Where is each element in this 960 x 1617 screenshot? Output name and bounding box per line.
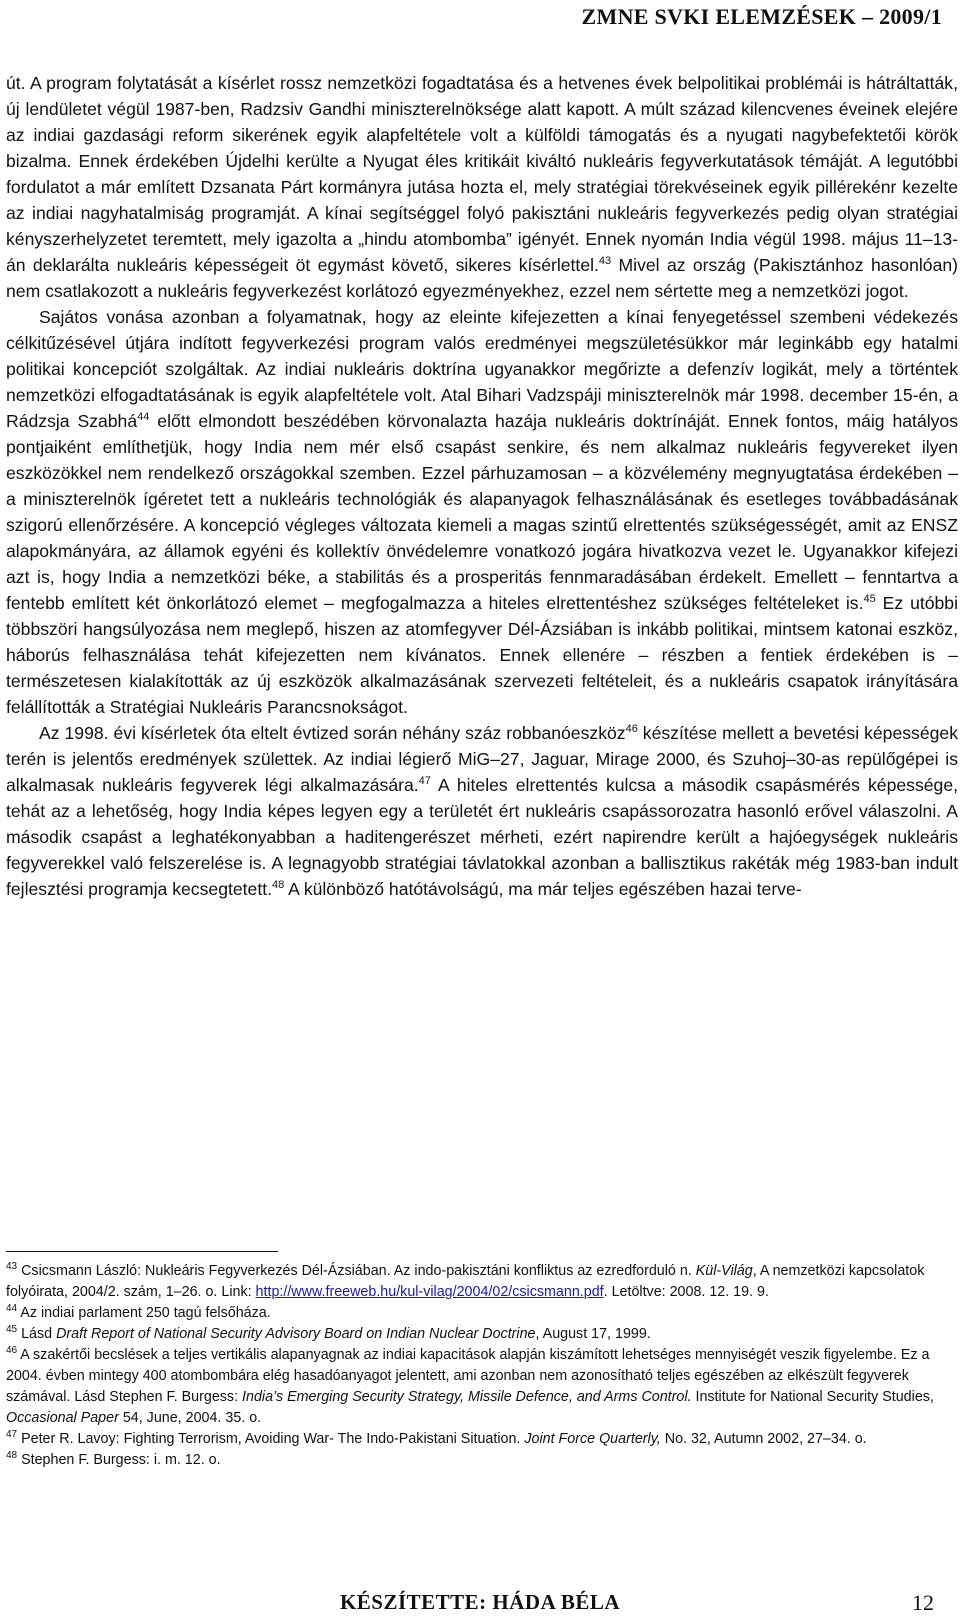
footnote-48 [6, 1450, 954, 1471]
footnote-text: No. 32, Autumn 2002, 27–34. o. [660, 1431, 867, 1447]
footnote-ref-47[interactable]: 47 [418, 775, 431, 787]
footnote-text: 54, June, 2004. 35. o. [118, 1410, 262, 1426]
footnote-ref-46[interactable]: 46 [625, 723, 638, 735]
footnote-divider [6, 1251, 278, 1252]
paragraph-2 [6, 304, 958, 720]
footnote-ref-43[interactable]: 43 [598, 255, 612, 267]
footnote-ref-44[interactable]: 44 [137, 411, 150, 423]
paragraph-text: készítése mellett a bevetési képességek terén is jelentős eredmények születtek. Az indiai légierő MiG–27, Jaguar, Mirage 2000, és Szuhoj–30-as repülőgépei is alkalmasak nukleáris fegyverek légi alkalmazására. [6, 723, 958, 795]
footnote-number: 47 [6, 1429, 18, 1440]
page-number: 12 [912, 1590, 934, 1615]
footnote-italic: Kül-Világ [695, 1263, 753, 1279]
main-text [6, 70, 958, 902]
footnote-number: 44 [6, 1303, 18, 1314]
footnote-text: , August 17, 1999. [535, 1326, 651, 1342]
footnote-ref-45[interactable]: 45 [863, 593, 876, 605]
footnotes [6, 1261, 954, 1471]
paragraph-3 [6, 720, 958, 902]
footnote-text: Lásd [17, 1326, 57, 1342]
footnote-43 [6, 1261, 954, 1303]
footnote-italic: Joint Force Quarterly, [524, 1431, 661, 1447]
paragraph-text: Az 1998. évi kísérletek óta eltelt évtized során néhány száz robbanóeszköz [39, 723, 626, 743]
footnote-number: 45 [6, 1324, 18, 1335]
footnote-link[interactable]: http://www.freeweb.hu/kul-vilag/2004/02/csicsmann.pdf [255, 1284, 604, 1300]
footnote-text: . Letöltve: 2008. 12. 19. 9. [603, 1284, 769, 1300]
footnote-text: , A nemzetközi kapcsolatok folyóirata, 2004/2. szám, 1–26. o. Link: [6, 1263, 925, 1300]
footnote-ref-48[interactable]: 48 [272, 879, 285, 891]
footnote-italic: India’s Emerging Security Strategy, Missile Defence, and Arms Control. [242, 1389, 692, 1405]
footnote-text: Institute for National Security Studies, [691, 1389, 934, 1405]
footnote-text: Az indiai parlament 250 tagú felsőháza. [17, 1305, 271, 1321]
paragraph-text: Ez utóbbi többszöri hangsúlyozása nem meglepő, hiszen az atomfegyver Dél-Ázsiában is inkább politikai, mintsem katonai eszköz, háborús felhasználása tehát kifejezetten nem kívánatos. Ennek ellenére – részben a fentiek érdekében is – természetesen kialakították az új eszközök alkalmazásának szervezeti feltételeit, és a nukleáris csapatok irányítására felállították a Stratégiai Nukleáris Parancsnokságot. [6, 593, 959, 717]
footnote-number: 46 [6, 1345, 18, 1356]
paragraph-text: út. A program folytatását a kísérlet rossz nemzetközi fogadtatása és a hetvenes évek belpolitikai problémái is hátráltatták, új lendületet végül 1987-ben, Radzsiv Gandhi miniszterelnöksége alatt kapott. A múlt század kilencvenes éveinek elejére az indiai gazdasági reform sikerének egyik alapfeltétele volt a külföldi támogatás és a nyugati nagybefektetői körök bizalma. Ennek érdekében Újdelhi kerülte a Nyugat éles kritikáit kiváltó nukleáris fegyverkutatások témáját. A legutóbbi fordulatot a már említett Dzsanata Párt kormányra jutása hozta el, mely stratégiai törekvéseinek egyik pillérekénr kezelte az indiai nagyhatalmiság programját. A kínai segítséggel folyó pakisztáni nukleáris fegyverkezés pedig olyan stratégiai kényszerhelyzetet teremtett, mely igazolta a „hindu atombomba” igényét. Ennek nyomán India végül 1998. május 11–13-án deklarálta nukleáris képességeit öt egymást követő, sikeres kísérlettel. [6, 73, 958, 275]
footnote-44 [6, 1303, 954, 1324]
footnote-number: 48 [6, 1450, 18, 1461]
footnote-47 [6, 1429, 954, 1450]
footnote-italic: Occasional Paper [6, 1410, 119, 1426]
paragraph-text: előtt elmondott beszédében körvonalazta hazája nukleáris doktrínáját. Ennek fontos, máig hatályos pontjaiként említhetjük, hogy India nem mér első csapást senkire, és nem alkalmaz nukleáris fegyvereket ilyen eszközökkel nem rendelkező országokkal szemben. Ezzel párhuzamosan – a közvélemény megnyugtatása érdekében – a miniszterelnök ígéretet tett a nukleáris technológiák és alapanyagok felhasználásának és esetleges továbbadásának szigorú ellenőrzésére. A koncepció végleges változata kiemeli a magas szintű elrettentés szükségességét, amit az ENSZ alapokmányára, az államok egyéni és kollektív önvédelemre vonatkozó jogára hivatkozva vezet le. Ugyanakkor kifejezi azt is, hogy India a nemzetközi béke, a stabilitás és a prosperitás fennmaradásában érdekelt. Emellett – fenntartva a fentebb említett két önkorlátozó elemet – megfogalmazza a hiteles elrettentéshez szükséges feltételeket is. [6, 411, 959, 613]
footnote-text: Csicsmann László: Nukleáris Fegyverkezés Dél-Ázsiában. Az indo-pakisztáni konfliktus az ezredforduló n. [17, 1263, 696, 1279]
footnote-text: A szakértői becslések a teljes vertikális alapanyagnak az indiai kapacitások alapján kiszámított lehetséges mennyiségét veszik figyelembe. Ez a 2004. évben mintegy 400 atombombára elég hasadóanyagot jelentett, ami azonban nem azonosítható teljes egészében az elkészült fegyverek számával. Lásd Stephen F. Burgess: [6, 1347, 930, 1405]
footnote-text: Peter R. Lavoy: Fighting Terrorism, Avoiding War- The Indo-Pakistani Situation. [17, 1431, 525, 1447]
footnote-italic: Draft Report of National Security Advisory Board on Indian Nuclear Doctrine [56, 1326, 536, 1342]
running-header: ZMNE SVKI ELEMZÉSEK – 2009/1 [581, 4, 942, 29]
footer-author: KÉSZÍTETTE: HÁDA BÉLA [339, 1590, 621, 1614]
footnote-45 [6, 1324, 954, 1345]
paragraph-1 [6, 70, 958, 304]
paragraph-text: Mivel az ország (Pakisztánhoz hasonlóan) nem csatlakozott a nukleáris fegyverkezést korlátozó egyezményekhez, ezzel nem sértette meg a nemzetközi jogot. [6, 255, 958, 301]
paragraph-text: A különböző hatótávolságú, ma már teljes egészében hazai terve- [284, 879, 802, 899]
paragraph-text: A hiteles elrettentés kulcsa a második csapásmérés képessége, tehát az a lehetőség, hogy India képes legyen egy a területét ért nukleáris csapássorozatra hasonló erővel válaszolni. A második csapást a leghatékonyabban a haditengerészet mérheti, ezért napirendre került a hajóegységek nukleáris fegyverekkel való felszerelése is. A legnagyobb stratégiai távlatokkal azonban a ballisztikus rakéták még 1983-ban indult fejlesztési programja kecsegtetett. [6, 775, 958, 899]
footnote-46 [6, 1345, 954, 1429]
footnote-number: 43 [6, 1261, 18, 1272]
footnote-text: Stephen F. Burgess: i. m. 12. o. [17, 1452, 221, 1468]
paragraph-text: Sajátos vonása azonban a folyamatnak, hogy az eleinte kifejezetten a kínai fenyegetéssel szembeni védekezés célkitűzésével útjára indított fegyverkezési program valós eredményei megszületésükkor már leginkább egy hatalmi politikai koncepciót szolgáltak. Az indiai nukleáris doktrína ugyanakkor megőrizte a defenzív logikát, mely a történtek nemzetközi elfogadtatásának is egyik alapfeltétele volt. Atal Bihari Vadzspáji miniszterelnök már 1998. december 15-én, a Rádzsja Szabhá [6, 307, 958, 431]
